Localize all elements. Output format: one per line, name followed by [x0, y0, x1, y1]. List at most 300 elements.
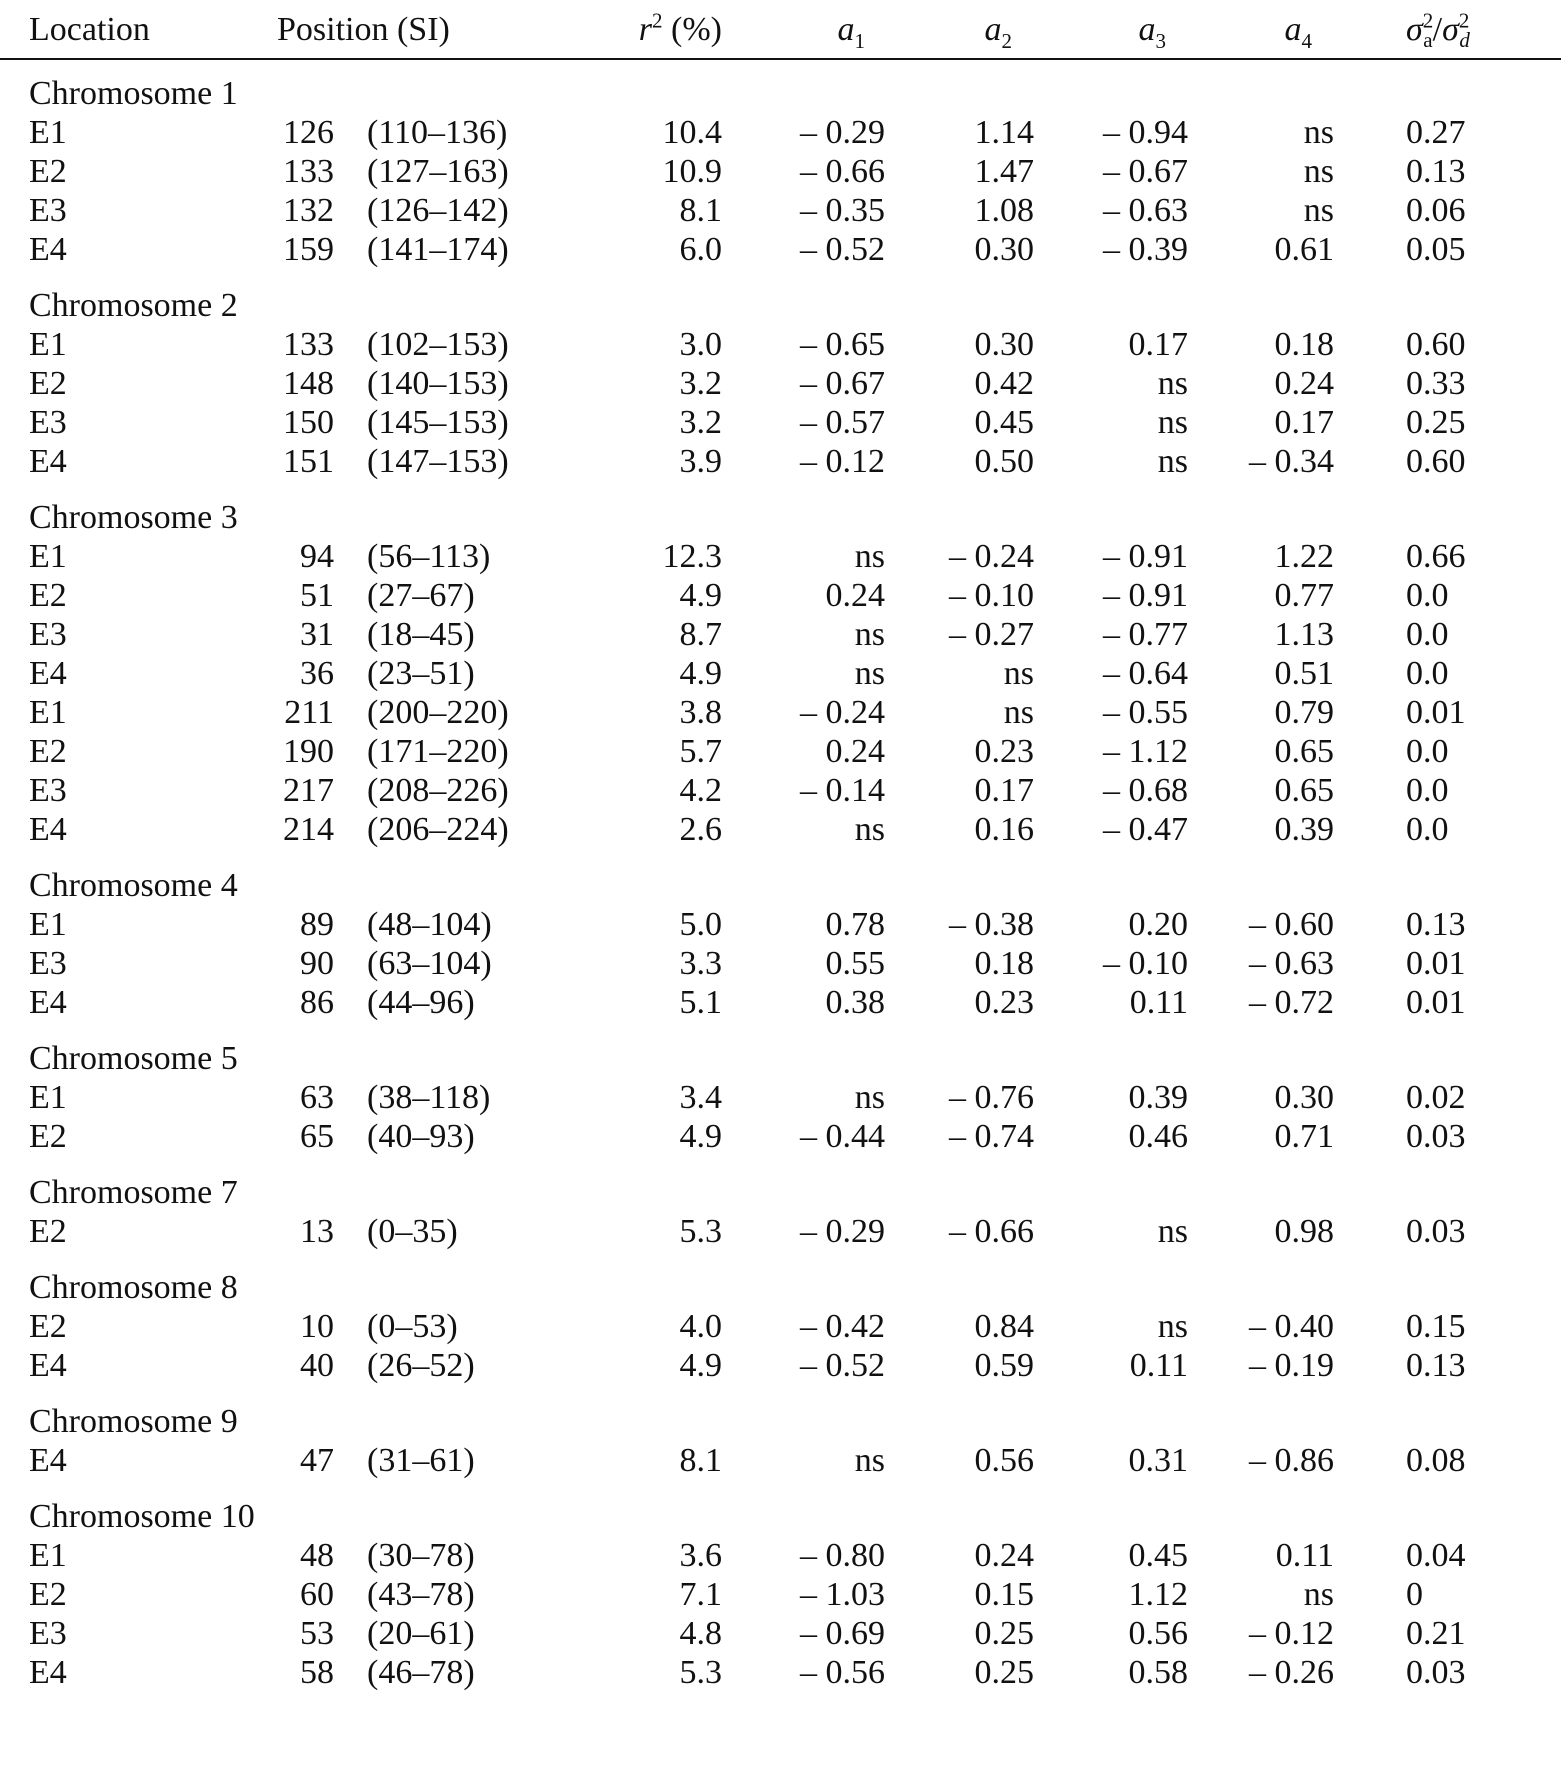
r2-cell: 3.8 — [679, 694, 722, 731]
a3-cell: – 0.47 — [1103, 811, 1188, 848]
table-row — [0, 364, 1561, 403]
a2-cell: – 0.66 — [949, 1213, 1034, 1250]
a1-cell: ns — [854, 616, 885, 653]
r2-cell: 8.7 — [679, 616, 722, 653]
r2-cell: 3.4 — [679, 1079, 722, 1116]
r2-cell: 12.3 — [662, 538, 722, 575]
env-cell: E1 — [29, 538, 67, 575]
a4-cell: 0.98 — [1274, 1213, 1334, 1250]
chromosome-label: Chromosome 5 — [29, 1040, 238, 1077]
a3-cell: 0.56 — [1128, 1615, 1188, 1652]
a3-cell: – 0.77 — [1103, 616, 1188, 653]
support-interval-cell: (63–104) — [367, 945, 492, 982]
support-interval-cell: (30–78) — [367, 1537, 475, 1574]
a1-cell: ns — [854, 1079, 885, 1116]
table-row — [0, 1307, 1561, 1346]
a1-cell: 0.55 — [825, 945, 885, 982]
a1-cell: – 0.65 — [800, 326, 885, 363]
position-cell: 86 — [300, 984, 334, 1021]
a2-cell: 0.30 — [974, 231, 1034, 268]
a3-cell: 0.20 — [1128, 906, 1188, 943]
r2-cell: 3.6 — [679, 1537, 722, 1574]
variance-ratio-cell: 0.60 — [1406, 443, 1466, 480]
a1-cell: ns — [854, 655, 885, 692]
chromosome-group-header — [0, 1022, 1561, 1078]
variance-ratio-cell: 0.13 — [1406, 153, 1466, 190]
a4-cell: – 0.12 — [1249, 1615, 1334, 1652]
support-interval-cell: (48–104) — [367, 906, 492, 943]
r2-cell: 5.3 — [679, 1654, 722, 1691]
r2-cell: 2.6 — [679, 811, 722, 848]
table-row — [0, 810, 1561, 849]
a3-cell: ns — [1157, 1308, 1188, 1345]
a1-cell: – 0.42 — [800, 1308, 885, 1345]
a2-cell: 0.18 — [974, 945, 1034, 982]
support-interval-cell: (31–61) — [367, 1442, 475, 1479]
position-cell: 159 — [283, 231, 334, 268]
r2-cell: 4.9 — [679, 1347, 722, 1384]
a2-cell: 0.42 — [974, 365, 1034, 402]
env-cell: E3 — [29, 772, 67, 809]
chromosome-label: Chromosome 9 — [29, 1403, 238, 1440]
support-interval-cell: (43–78) — [367, 1576, 475, 1613]
table-body — [0, 59, 1561, 1692]
r2-cell: 8.1 — [679, 1442, 722, 1479]
a3-cell: 0.11 — [1129, 1347, 1188, 1384]
chromosome-label: Chromosome 2 — [29, 287, 238, 324]
position-cell: 90 — [300, 945, 334, 982]
a2-cell: 0.56 — [974, 1442, 1034, 1479]
header-variance-ratio: $\sigma^2_a/\sigma^2_d$ — [1406, 8, 1470, 53]
a4-cell: – 0.86 — [1249, 1442, 1334, 1479]
a2-cell: ns — [1003, 694, 1034, 731]
a4-cell: 1.22 — [1274, 538, 1334, 575]
table-row — [0, 905, 1561, 944]
a3-cell: ns — [1157, 1213, 1188, 1250]
variance-ratio-cell: 0.13 — [1406, 1347, 1466, 1384]
support-interval-cell: (27–67) — [367, 577, 475, 614]
chromosome-group-header — [0, 269, 1561, 325]
position-cell: 94 — [300, 538, 334, 575]
a1-cell: – 0.66 — [800, 153, 885, 190]
table-row — [0, 403, 1561, 442]
env-cell: E3 — [29, 945, 67, 982]
a3-cell: – 0.10 — [1103, 945, 1188, 982]
a4-cell: 0.24 — [1274, 365, 1334, 402]
table-row — [0, 230, 1561, 269]
variance-ratio-cell: 0 — [1406, 1576, 1423, 1613]
table-row — [0, 983, 1561, 1022]
env-cell: E1 — [29, 694, 67, 731]
a4-cell: 0.65 — [1274, 772, 1334, 809]
a3-cell: – 0.68 — [1103, 772, 1188, 809]
a2-cell: 0.23 — [974, 984, 1034, 1021]
a2-cell: 0.23 — [974, 733, 1034, 770]
a3-cell: 0.17 — [1128, 326, 1188, 363]
variance-ratio-cell: 0.13 — [1406, 906, 1466, 943]
support-interval-cell: (40–93) — [367, 1118, 475, 1155]
a3-cell: – 0.67 — [1103, 153, 1188, 190]
support-interval-cell: (140–153) — [367, 365, 509, 402]
position-cell: 51 — [300, 577, 334, 614]
support-interval-cell: (147–153) — [367, 443, 509, 480]
variance-ratio-cell: 0.03 — [1406, 1213, 1466, 1250]
chromosome-group-header — [0, 59, 1561, 113]
variance-ratio-cell: 0.01 — [1406, 945, 1466, 982]
r2-cell: 3.3 — [679, 945, 722, 982]
a3-cell: ns — [1157, 365, 1188, 402]
a2-cell: 0.30 — [974, 326, 1034, 363]
a1-cell: – 0.56 — [800, 1654, 885, 1691]
env-cell: E3 — [29, 404, 67, 441]
header-position — [279, 0, 594, 59]
env-cell: E3 — [29, 192, 67, 229]
a1-cell: – 0.52 — [800, 1347, 885, 1384]
position-cell: 126 — [283, 114, 334, 151]
support-interval-cell: (44–96) — [367, 984, 475, 1021]
a3-cell: ns — [1157, 443, 1188, 480]
chromosome-label: Chromosome 7 — [29, 1174, 238, 1211]
a4-cell: 0.79 — [1274, 694, 1334, 731]
env-cell: E2 — [29, 1213, 67, 1250]
env-cell: E4 — [29, 1442, 67, 1479]
table-row — [0, 654, 1561, 693]
chromosome-group-header — [0, 1251, 1561, 1307]
chromosome-group-header — [0, 1480, 1561, 1536]
env-cell: E2 — [29, 153, 67, 190]
env-cell: E2 — [29, 1308, 67, 1345]
env-cell: E2 — [29, 365, 67, 402]
a4-cell: 0.11 — [1275, 1537, 1334, 1574]
r2-cell: 10.4 — [662, 114, 722, 151]
a3-cell: – 0.91 — [1103, 538, 1188, 575]
variance-ratio-cell: 0.03 — [1406, 1654, 1466, 1691]
env-cell: E2 — [29, 733, 67, 770]
env-cell: E4 — [29, 1347, 67, 1384]
position-cell: 47 — [300, 1442, 334, 1479]
a2-cell: 1.47 — [974, 153, 1034, 190]
variance-ratio-cell: 0.27 — [1406, 114, 1466, 151]
a2-cell: 0.16 — [974, 811, 1034, 848]
support-interval-cell: (110–136) — [367, 114, 508, 151]
r2-cell: 5.3 — [679, 1213, 722, 1250]
chromosome-label: Chromosome 3 — [29, 499, 238, 536]
a3-cell: 0.58 — [1128, 1654, 1188, 1691]
env-cell: E1 — [29, 326, 67, 363]
table-row — [0, 152, 1561, 191]
position-cell: 31 — [300, 616, 334, 653]
a2-cell: 1.08 — [974, 192, 1034, 229]
variance-ratio-cell: 0.25 — [1406, 404, 1466, 441]
position-cell: 10 — [300, 1308, 334, 1345]
r2-cell: 3.0 — [679, 326, 722, 363]
a3-cell: 1.12 — [1128, 1576, 1188, 1613]
support-interval-cell: (18–45) — [367, 616, 475, 653]
chromosome-group-header — [0, 1385, 1561, 1441]
a3-cell: 0.39 — [1128, 1079, 1188, 1116]
a4-cell: – 0.19 — [1249, 1347, 1334, 1384]
table-row — [0, 615, 1561, 654]
position-cell: 217 — [283, 772, 334, 809]
table-row — [0, 1346, 1561, 1385]
table-row — [0, 1653, 1561, 1692]
position-cell: 190 — [283, 733, 334, 770]
r2-cell: 3.9 — [679, 443, 722, 480]
r2-cell: 3.2 — [679, 404, 722, 441]
variance-ratio-cell: 0.01 — [1406, 694, 1466, 731]
position-cell: 60 — [300, 1576, 334, 1613]
a4-cell: – 0.34 — [1249, 443, 1334, 480]
chromosome-label: Chromosome 4 — [29, 867, 238, 904]
a3-cell: – 0.39 — [1103, 231, 1188, 268]
table-row — [0, 191, 1561, 230]
chromosome-group-header — [0, 849, 1561, 905]
variance-ratio-cell: 0.0 — [1406, 655, 1449, 692]
a3-cell: – 0.63 — [1103, 192, 1188, 229]
table-row — [0, 442, 1561, 481]
a1-cell: – 0.29 — [800, 114, 885, 151]
table-row — [0, 1078, 1561, 1117]
a2-cell: – 0.74 — [949, 1118, 1034, 1155]
a4-cell: – 0.26 — [1249, 1654, 1334, 1691]
position-cell: 133 — [283, 153, 334, 190]
r2-cell: 5.7 — [679, 733, 722, 770]
support-interval-cell: (23–51) — [367, 655, 475, 692]
position-cell: 89 — [300, 906, 334, 943]
chromosome-label: Chromosome 10 — [29, 1498, 255, 1535]
a4-cell: ns — [1303, 192, 1334, 229]
variance-ratio-cell: 0.33 — [1406, 365, 1466, 402]
support-interval-cell: (126–142) — [367, 192, 509, 229]
support-interval-cell: (0–35) — [367, 1213, 458, 1250]
a2-cell: 0.17 — [974, 772, 1034, 809]
env-cell: E3 — [29, 1615, 67, 1652]
env-cell: E2 — [29, 577, 67, 614]
a3-cell: – 1.12 — [1103, 733, 1188, 770]
env-cell: E2 — [29, 1118, 67, 1155]
a2-cell: 0.59 — [974, 1347, 1034, 1384]
position-cell: 40 — [300, 1347, 334, 1384]
a2-cell: – 0.76 — [949, 1079, 1034, 1116]
support-interval-cell: (206–224) — [367, 811, 509, 848]
table-row — [0, 1575, 1561, 1614]
env-cell: E4 — [29, 811, 67, 848]
a1-cell: – 0.80 — [800, 1537, 885, 1574]
a3-cell: 0.46 — [1128, 1118, 1188, 1155]
a4-cell: 0.30 — [1274, 1079, 1334, 1116]
a1-cell: – 0.52 — [800, 231, 885, 268]
a1-cell: – 0.44 — [800, 1118, 885, 1155]
a1-cell: 0.38 — [825, 984, 885, 1021]
a3-cell: – 0.64 — [1103, 655, 1188, 692]
variance-ratio-cell: 0.03 — [1406, 1118, 1466, 1155]
position-cell: 36 — [300, 655, 334, 692]
position-cell: 132 — [283, 192, 334, 229]
a2-cell: – 0.38 — [949, 906, 1034, 943]
position-cell: 65 — [300, 1118, 334, 1155]
a2-cell: 0.25 — [974, 1615, 1034, 1652]
chromosome-label: Chromosome 1 — [29, 75, 238, 112]
a1-cell: 0.24 — [825, 733, 885, 770]
env-cell: E1 — [29, 906, 67, 943]
variance-ratio-cell: 0.02 — [1406, 1079, 1466, 1116]
support-interval-cell: (200–220) — [367, 694, 509, 731]
a1-cell: – 0.29 — [800, 1213, 885, 1250]
a1-cell: – 0.57 — [800, 404, 885, 441]
a2-cell: 0.50 — [974, 443, 1034, 480]
a4-cell: 0.61 — [1274, 231, 1334, 268]
r2-cell: 4.9 — [679, 577, 722, 614]
a4-cell: – 0.60 — [1249, 906, 1334, 943]
support-interval-cell: (0–53) — [367, 1308, 458, 1345]
table-row — [0, 732, 1561, 771]
variance-ratio-cell: 0.08 — [1406, 1442, 1466, 1479]
r2-cell: 8.1 — [679, 192, 722, 229]
table-header — [0, 0, 1561, 59]
variance-ratio-cell: 0.06 — [1406, 192, 1466, 229]
a2-cell: 0.84 — [974, 1308, 1034, 1345]
table-row — [0, 771, 1561, 810]
env-cell: E1 — [29, 1079, 67, 1116]
variance-ratio-cell: 0.66 — [1406, 538, 1466, 575]
a1-cell: – 0.69 — [800, 1615, 885, 1652]
table-row — [0, 1614, 1561, 1653]
r2-cell: 4.2 — [679, 772, 722, 809]
position-cell: 63 — [300, 1079, 334, 1116]
env-cell: E4 — [29, 443, 67, 480]
position-cell: 133 — [283, 326, 334, 363]
a1-cell: ns — [854, 538, 885, 575]
a4-cell: – 0.40 — [1249, 1308, 1334, 1345]
variance-ratio-cell: 0.01 — [1406, 984, 1466, 1021]
a3-cell: ns — [1157, 404, 1188, 441]
a4-cell: 0.39 — [1274, 811, 1334, 848]
a3-cell: 0.45 — [1128, 1537, 1188, 1574]
header-a3: $a_3$ — [1138, 10, 1166, 53]
support-interval-cell: (145–153) — [367, 404, 509, 441]
a4-cell: – 0.72 — [1249, 984, 1334, 1021]
r2-cell: 5.1 — [679, 984, 722, 1021]
a4-cell: 0.17 — [1274, 404, 1334, 441]
position-cell: 148 — [283, 365, 334, 402]
position-cell: 48 — [300, 1537, 334, 1574]
a4-cell: 0.65 — [1274, 733, 1334, 770]
a2-cell: 0.15 — [974, 1576, 1034, 1613]
env-cell: E2 — [29, 1576, 67, 1613]
a2-cell: – 0.10 — [949, 577, 1034, 614]
a4-cell: ns — [1303, 1576, 1334, 1613]
env-cell: E4 — [29, 231, 67, 268]
a3-cell: – 0.91 — [1103, 577, 1188, 614]
variance-ratio-cell: 0.60 — [1406, 326, 1466, 363]
a4-cell: 0.71 — [1274, 1118, 1334, 1155]
position-cell: 211 — [284, 694, 334, 731]
a1-cell: – 0.24 — [800, 694, 885, 731]
a4-cell: 0.18 — [1274, 326, 1334, 363]
table-row — [0, 1117, 1561, 1156]
variance-ratio-cell: 0.0 — [1406, 577, 1449, 614]
position-cell: 214 — [283, 811, 334, 848]
chromosome-group-header — [0, 1156, 1561, 1212]
a4-cell: ns — [1303, 114, 1334, 151]
chromosome-label: Chromosome 8 — [29, 1269, 238, 1306]
table-row — [0, 1212, 1561, 1251]
a2-cell: ns — [1003, 655, 1034, 692]
support-interval-cell: (127–163) — [367, 153, 509, 190]
position-cell: 53 — [300, 1615, 334, 1652]
env-cell: E1 — [29, 114, 67, 151]
r2-cell: 6.0 — [679, 231, 722, 268]
a2-cell: 0.45 — [974, 404, 1034, 441]
r2-cell: 4.9 — [679, 1118, 722, 1155]
a3-cell: – 0.94 — [1103, 114, 1188, 151]
a4-cell: ns — [1303, 153, 1334, 190]
a4-cell: 1.13 — [1274, 616, 1334, 653]
variance-ratio-cell: 0.0 — [1406, 811, 1449, 848]
header-a1: $a_1$ — [837, 10, 865, 53]
variance-ratio-cell: 0.0 — [1406, 616, 1449, 653]
header-a4: $a_4$ — [1284, 10, 1312, 53]
variance-ratio-cell: 0.15 — [1406, 1308, 1466, 1345]
a1-cell: – 0.12 — [800, 443, 885, 480]
table-row — [0, 1441, 1561, 1480]
a1-cell: ns — [854, 1442, 885, 1479]
support-interval-cell: (141–174) — [367, 231, 509, 268]
a1-cell: 0.24 — [825, 577, 885, 614]
a4-cell: 0.51 — [1274, 655, 1334, 692]
a3-cell: – 0.55 — [1103, 694, 1188, 731]
a1-cell: – 0.35 — [800, 192, 885, 229]
a2-cell: 0.24 — [974, 1537, 1034, 1574]
variance-ratio-cell: 0.05 — [1406, 231, 1466, 268]
header-a2: $a_2$ — [984, 10, 1012, 53]
header-position-label: Position (SI) — [277, 10, 450, 48]
a1-cell: – 0.14 — [800, 772, 885, 809]
support-interval-cell: (171–220) — [367, 733, 509, 770]
env-cell: E1 — [29, 1537, 67, 1574]
chromosome-group-header — [0, 481, 1561, 537]
r2-cell: 4.8 — [679, 1615, 722, 1652]
table-row — [0, 944, 1561, 983]
support-interval-cell: (20–61) — [367, 1615, 475, 1652]
a2-cell: 0.25 — [974, 1654, 1034, 1691]
a2-cell: – 0.27 — [949, 616, 1034, 653]
env-cell: E4 — [29, 1654, 67, 1691]
support-interval-cell: (102–153) — [367, 326, 509, 363]
env-cell: E4 — [29, 984, 67, 1021]
a1-cell: – 1.03 — [800, 1576, 885, 1613]
a4-cell: 0.77 — [1274, 577, 1334, 614]
env-cell: E4 — [29, 655, 67, 692]
support-interval-cell: (46–78) — [367, 1654, 475, 1691]
table-row — [0, 693, 1561, 732]
support-interval-cell: (38–118) — [367, 1079, 491, 1116]
variance-ratio-cell: 0.0 — [1406, 772, 1449, 809]
a1-cell: 0.78 — [825, 906, 885, 943]
table-row — [0, 113, 1561, 152]
position-cell: 151 — [283, 443, 334, 480]
a3-cell: 0.11 — [1129, 984, 1188, 1021]
table-row — [0, 1536, 1561, 1575]
table-row — [0, 325, 1561, 364]
position-cell: 150 — [283, 404, 334, 441]
a4-cell: – 0.63 — [1249, 945, 1334, 982]
a2-cell: – 0.24 — [949, 538, 1034, 575]
r2-cell: 5.0 — [679, 906, 722, 943]
support-interval-cell: (208–226) — [367, 772, 509, 809]
a1-cell: ns — [854, 811, 885, 848]
support-interval-cell: (56–113) — [367, 538, 491, 575]
